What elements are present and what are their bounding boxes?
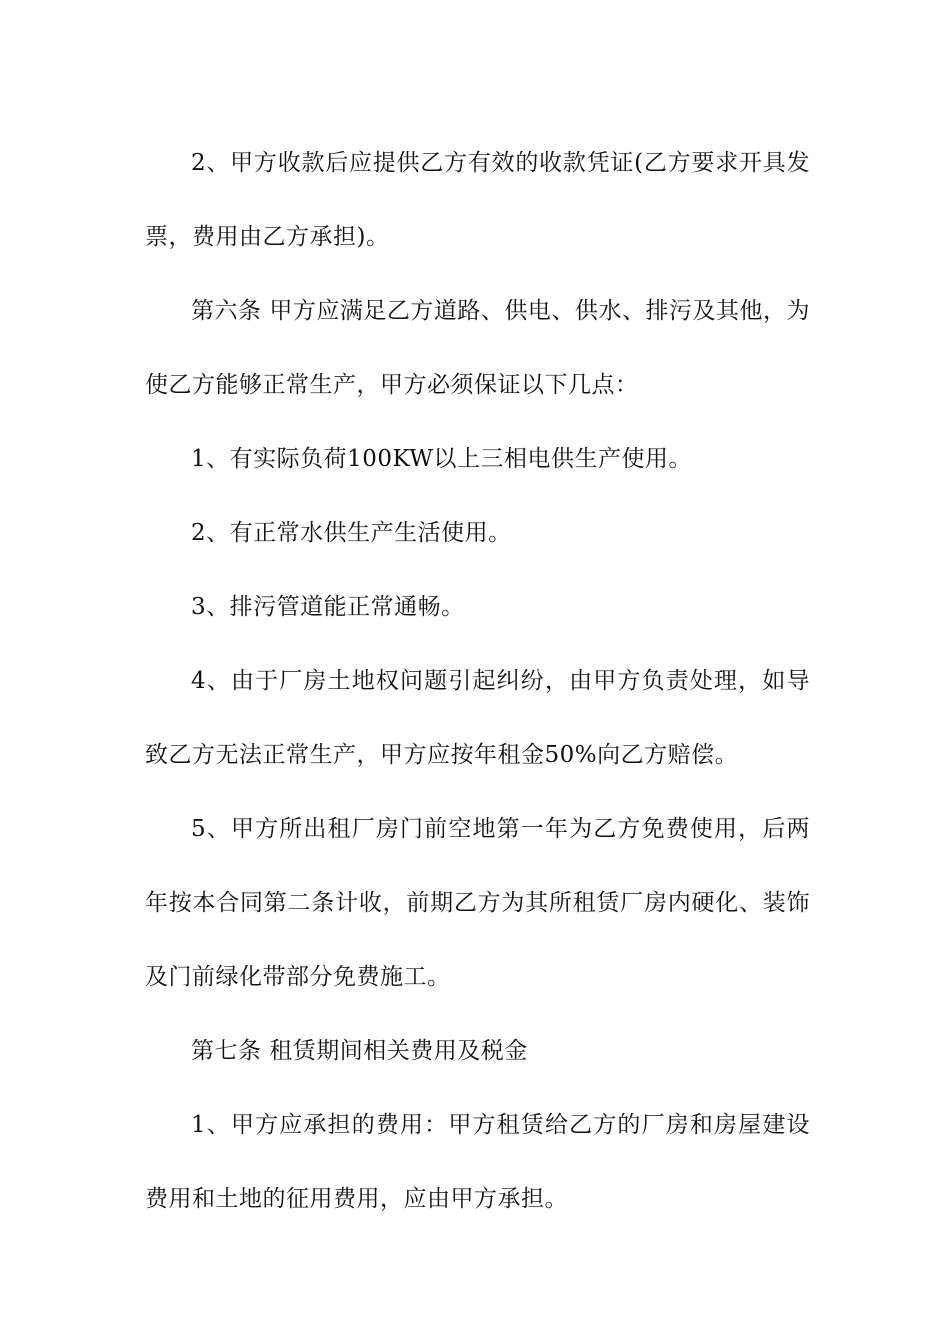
- paragraph-receipt-voucher: 2、甲方收款后应提供乙方有效的收款凭证(乙方要求开具发票，费用由乙方承担)。: [145, 150, 810, 250]
- paragraph-drainage: 3、排污管道能正常通畅。: [191, 594, 465, 620]
- paragraph-lessor-costs: 1、甲方应承担的费用：甲方租赁给乙方的厂房和房屋建设费用和土地的征用费用，应由甲方承担。: [145, 1112, 810, 1212]
- paragraph-article-six: 第六条 甲方应满足乙方道路、供电、供水、排污及其他，为使乙方能够正常生产，甲方必须保证以下几点：: [145, 298, 810, 398]
- paragraph-land-dispute: 4、由于厂房土地权问题引起纠纷，由甲方负责处理，如导致乙方无法正常生产，甲方应按年租金50%向乙方赔偿。: [145, 668, 810, 768]
- paragraph-article-seven: 第七条 租赁期间相关费用及税金: [191, 1038, 528, 1064]
- paragraph-open-space: 5、甲方所出租厂房门前空地第一年为乙方免费使用，后两年按本合同第二条计收，前期乙方为其所租赁厂房内硬化、装饰及门前绿化带部分免费施工。: [145, 816, 810, 990]
- paragraph-power-supply: 1、有实际负荷100KW以上三相电供生产使用。: [191, 446, 693, 472]
- paragraph-water-supply: 2、有正常水供生产生活使用。: [191, 520, 512, 546]
- document-body: [145, 126, 810, 1236]
